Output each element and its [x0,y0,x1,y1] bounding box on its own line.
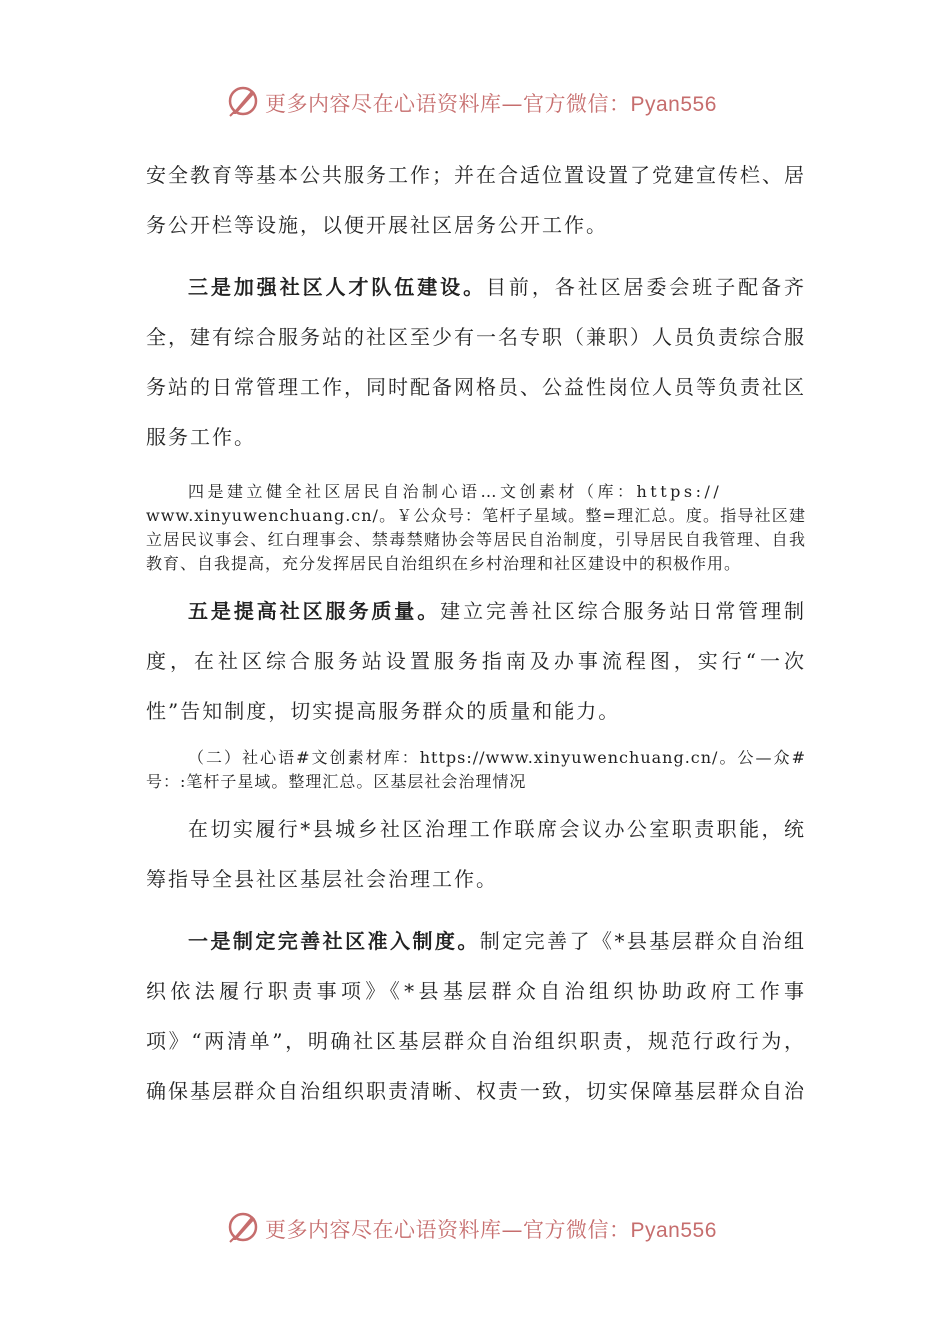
paragraph-6: 在切实履行*县城乡社区治理工作联席会议办公室职责职能，统筹指导全县社区基层社会治理工作。 [146,817,806,891]
footer-banner-wechat-id: Pyan556 [630,1219,717,1242]
paragraph-1: 安全教育等基本公共服务工作；并在合适位置设置了党建宣传栏、居务公开栏等设施，以便开展社区居务公开工作。 [146,163,806,237]
paragraph-7-heading: 一是制定完善社区准入制度。 [188,929,480,953]
paragraph-7 [146,916,806,1116]
paragraph-3-rest: www.xinyuwenchuang.cn/。￥公众号：笔杆子星域。整=理汇总。度。指导社区建立居民议事会、红白理事会、禁毒禁赌协会等居民自治制度，引导居民自我管理、自我教育、自我提高，充分发挥居民自治组织在乡村治理和社区建设中的积极作用。 [146,506,806,573]
paragraph-3 [146,480,806,576]
document-body [146,150,806,1116]
paragraph-5: （二）社心语#文创素材库：https://www.xinyuwenchuang.cn/。公—众#号：:笔杆子星域。整理汇总。区基层社会治理情况 [146,748,806,791]
banner-label: 更多内容尽在心语资料库—官方微信： [265,92,631,116]
paragraph-2-heading: 三是加强社区人才队伍建设。 [188,275,486,299]
banner-text [265,88,717,118]
paragraph-3-line1: 四是建立健全社区居民自治制心语…文创素材（库：https:// [188,482,723,501]
paragraph-7-body: 制定完善了《*县基层群众自治组织依法履行职责事项》《*县基层群众自治组织协助政府工作事项》“两清单”，明确社区基层群众自治组织职责，规范行政行为，确保基层群众自治组织职责清晰、权责一致，切实保障基层群众自治 [146,929,807,1103]
paragraph-2 [146,262,806,462]
paragraph-4-heading: 五是提高社区服务质量。 [188,599,441,623]
paragraph-2-body: 目前，各社区居委会班子配备齐全，建有综合服务站的社区至少有一名专职（兼职）人员负责综合服务站的日常管理工作，同时配备网格员、公益性岗位人员等负责社区服务工作。 [146,275,806,449]
paragraph-4 [146,586,806,736]
banner-wechat-id: Pyan556 [630,93,717,116]
footer-banner-label: 更多内容尽在心语资料库—官方微信： [265,1218,631,1242]
paragraph-4-body: 建立完善社区综合服务站日常管理制度，在社区综合服务站设置服务指南及办事流程图，实行“一次性”告知制度，切实提高服务群众的质量和能力。 [146,599,807,723]
footer-banner [0,1208,950,1248]
feather-pen-icon [226,1210,262,1244]
header-banner [0,82,950,122]
feather-pen-icon [226,84,262,118]
footer-banner-text [265,1214,717,1244]
